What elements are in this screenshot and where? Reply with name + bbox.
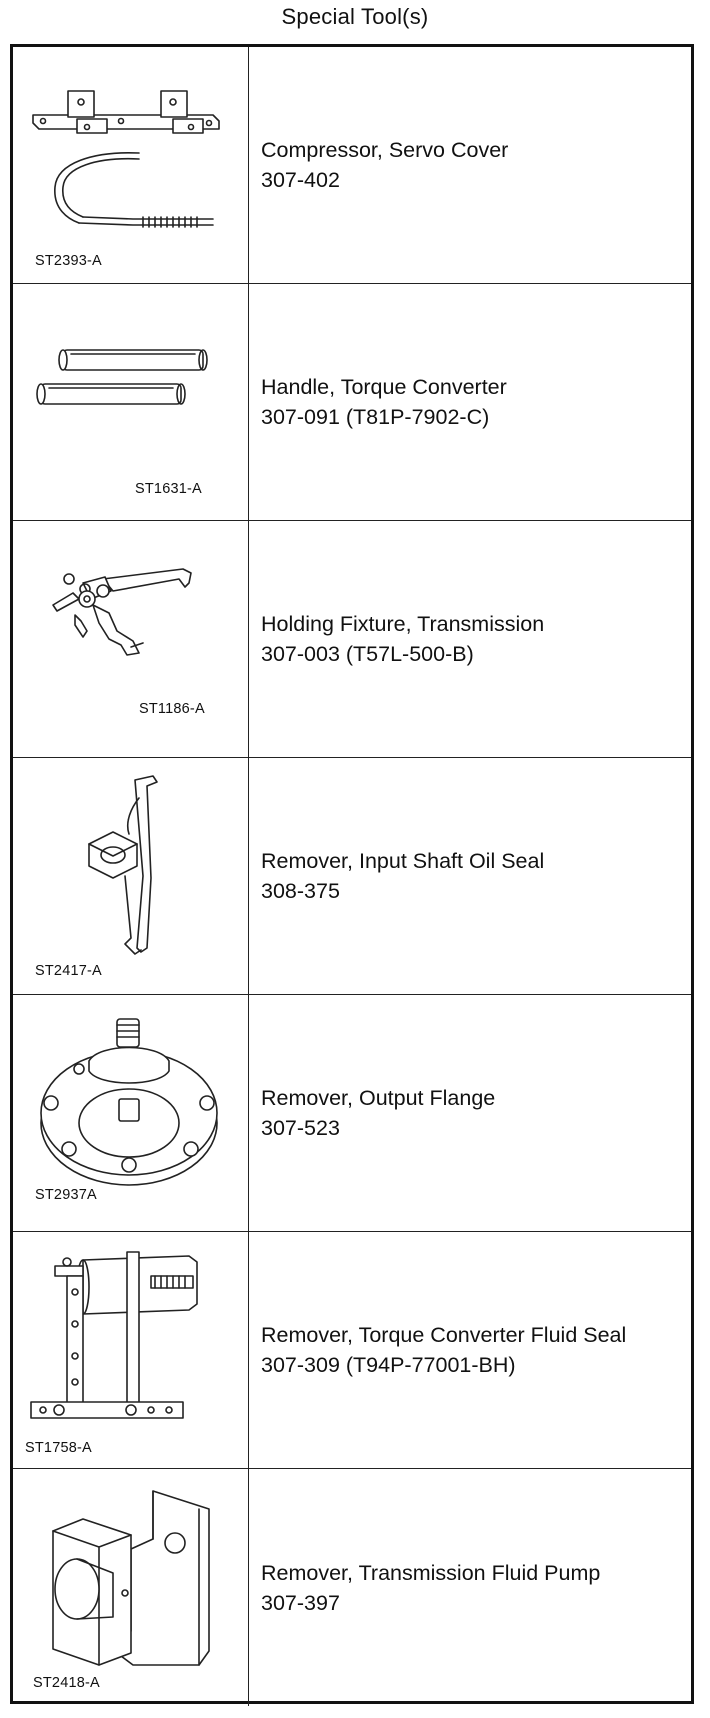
tool-code: ST2418-A bbox=[33, 1675, 100, 1691]
table-row bbox=[13, 47, 691, 284]
tool-number: 307-397 bbox=[261, 1590, 340, 1615]
tool-name: Compressor, Servo Cover bbox=[261, 138, 509, 162]
tool-number: 307-402 bbox=[261, 168, 340, 192]
table-row bbox=[13, 758, 691, 995]
tool-name: Holding Fixture, Transmission bbox=[261, 612, 545, 636]
tool-number: 307-091 (T81P-7902-C) bbox=[261, 405, 490, 429]
tool-code: ST1758-A bbox=[25, 1440, 92, 1456]
tool-number: 307-523 bbox=[261, 1116, 340, 1140]
tool-image-cell bbox=[13, 521, 249, 757]
tool-code: ST1631-A bbox=[135, 481, 202, 497]
tool-description bbox=[261, 47, 508, 283]
tool-description bbox=[261, 995, 495, 1231]
tool-code: ST2937A bbox=[35, 1187, 97, 1203]
tool-image-cell bbox=[13, 995, 249, 1231]
tool-image-cell bbox=[13, 47, 249, 283]
tool-image-cell bbox=[13, 1469, 249, 1706]
table-row bbox=[13, 1232, 691, 1469]
tool-description bbox=[261, 284, 507, 520]
tool-image-cell bbox=[13, 284, 249, 520]
tool-name: Handle, Torque Converter bbox=[261, 375, 507, 399]
table-row bbox=[13, 521, 691, 758]
tool-description bbox=[261, 758, 544, 994]
table-row bbox=[13, 995, 691, 1232]
tool-description bbox=[261, 1232, 626, 1468]
fluid-pump-remover-icon bbox=[13, 1469, 249, 1706]
input-shaft-seal-remover-icon bbox=[13, 758, 249, 995]
table-row bbox=[13, 1469, 691, 1706]
tool-code: ST2393-A bbox=[35, 253, 102, 269]
page-title: Special Tool(s) bbox=[281, 4, 429, 29]
torque-converter-seal-remover-icon bbox=[13, 1232, 249, 1469]
table-row bbox=[13, 284, 691, 521]
tool-number: 308-375 bbox=[261, 879, 340, 903]
tool-name: Remover, Transmission Fluid Pump bbox=[261, 1560, 601, 1585]
tool-name: Remover, Input Shaft Oil Seal bbox=[261, 849, 545, 873]
special-tools-table bbox=[10, 44, 694, 1704]
tool-image-cell bbox=[13, 758, 249, 994]
tool-number: 307-309 (T94P-77001-BH) bbox=[261, 1353, 516, 1377]
tool-number: 307-003 (T57L-500-B) bbox=[261, 642, 474, 666]
tool-image-cell bbox=[13, 1232, 249, 1468]
tool-code: ST2417-A bbox=[35, 963, 102, 979]
servo-cover-compressor-icon bbox=[13, 47, 249, 284]
torque-converter-handle-icon bbox=[13, 284, 249, 521]
transmission-holding-fixture-icon bbox=[13, 521, 249, 758]
tool-description bbox=[261, 521, 544, 757]
tool-name: Remover, Output Flange bbox=[261, 1086, 496, 1110]
tool-description bbox=[261, 1469, 600, 1706]
tool-code: ST1186-A bbox=[139, 701, 205, 717]
tool-name: Remover, Torque Converter Fluid Seal bbox=[261, 1323, 627, 1347]
